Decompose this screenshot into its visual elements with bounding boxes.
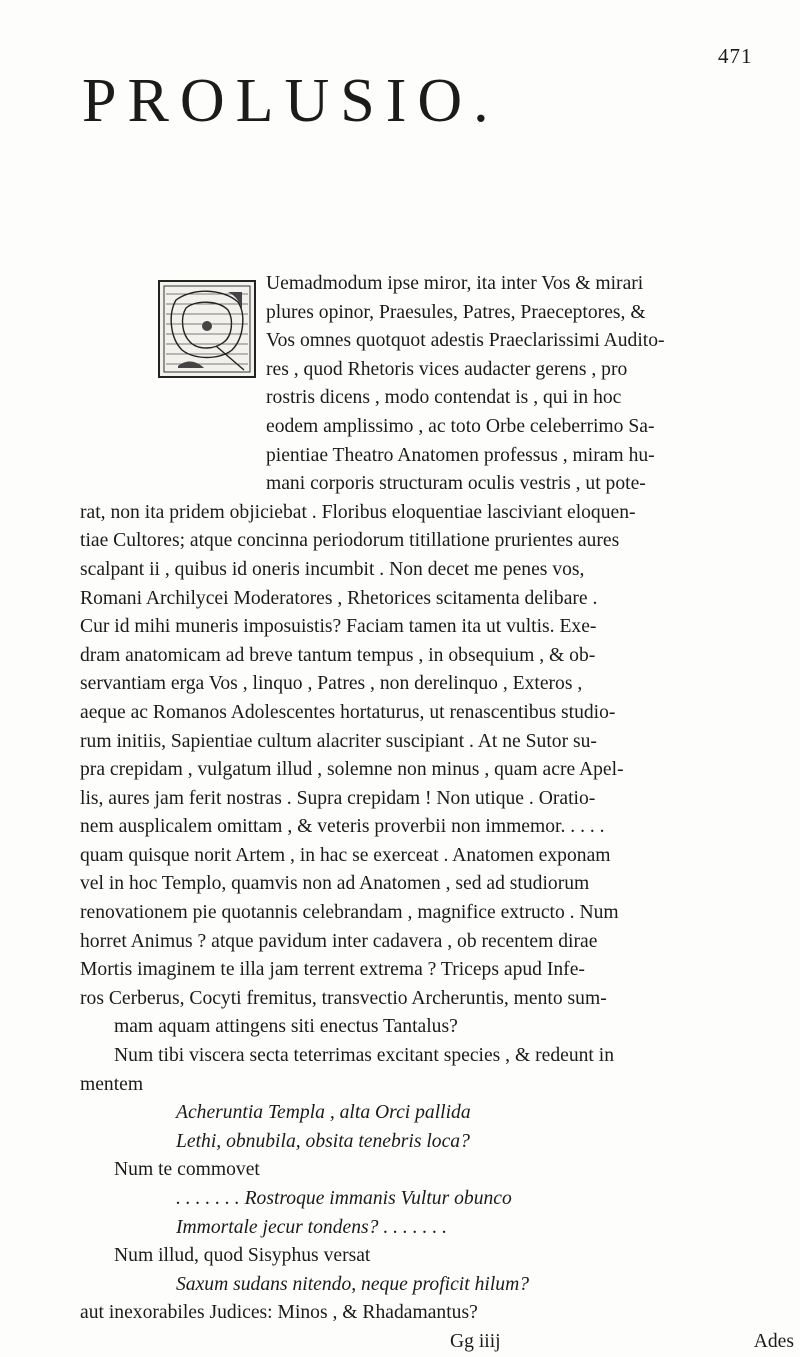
verse-line: Acheruntia Templa , alta Orci pallida — [176, 1102, 471, 1124]
verse-line: . . . . . . . Rostroque immanis Vultur obunco — [176, 1188, 512, 1209]
text-line: renovationem pie quotannis celebrandam , magnifice extructo . Num — [80, 902, 619, 924]
body-text — [80, 270, 794, 1357]
text-line: Num te commovet — [114, 1159, 260, 1181]
text-line: eodem amplissimo , ac toto Orbe celeberrimo Sa- — [266, 415, 655, 437]
page-number: 471 — [718, 44, 753, 68]
footer-line — [80, 1328, 794, 1357]
text-line: res , quod Rhetoris vices audacter gerens , pro — [266, 358, 628, 380]
text-line: aut inexorabiles Judices: Minos , & Rhadamantus? — [80, 1302, 478, 1324]
text-line: rum initiis, Sapientiae cultum alacriter suscipiant . At ne Sutor su- — [80, 730, 597, 752]
text-line: Romani Archilycei Moderatores , Rhetorices scitamenta delibare . — [80, 587, 598, 609]
text-line: rat, non ita pridem objiciebat . Floribus eloquentiae lasciviant eloquen- — [80, 501, 636, 523]
verse-line: Lethi, obnubila, obsita tenebris loca? — [176, 1130, 470, 1152]
text-line: dram anatomicam ad breve tantum tempus , in obsequium , & ob- — [80, 644, 596, 666]
text-line: Mortis imaginem te illa jam terrent extrema ? Triceps apud Infe- — [80, 959, 585, 981]
text-line: mentem — [80, 1073, 144, 1095]
text-line: pra crepidam , vulgatum illud , solemne non minus , quam acre Apel- — [80, 759, 624, 781]
text-line: vel in hoc Templo, quamvis non ad Anatomen , sed ad studiorum — [80, 873, 590, 895]
text-line: ros Cerberus, Cocyti fremitus, transvectio Archeruntis, mento sum- — [80, 987, 607, 1009]
page-heading: PROLUSIO. — [82, 67, 500, 135]
text-line: nem ausplicalem omittam , & veteris proverbii non immemor. . . . . — [80, 816, 605, 838]
text-line: horret Animus ? atque pavidum inter cadavera , ob recentem dirae — [80, 930, 598, 952]
text-line: tiae Cultores; atque concinna periodorum titillatione prurientes aures — [80, 530, 620, 552]
text-line: Cur id mihi muneris imposuistis? Faciam tamen ita ut vultis. Exe- — [80, 616, 597, 638]
text-line: plures opinor, Praesules, Patres, Praeceptores, & — [266, 301, 646, 323]
text-line: Num illud, quod Sisyphus versat — [114, 1245, 371, 1267]
text-line: pientiae Theatro Anatomen professus , miram hu- — [266, 444, 655, 466]
catchword: Ades — [753, 1330, 794, 1352]
signature-mark: Gg iiij — [450, 1330, 501, 1352]
text-line: Num tibi viscera secta teterrimas excitant species , & redeunt in — [114, 1045, 615, 1067]
verse-line: Immortale jecur tondens? . . . . . . . — [176, 1216, 448, 1238]
text-line: rostris dicens , modo contendat is , qui in hoc — [266, 387, 622, 409]
text-line: quam quisque norit Artem , in hac se exerceat . Anatomen exponam — [80, 844, 611, 866]
text-line: mani corporis structuram oculis vestris , ut pote- — [266, 473, 646, 495]
text-line: mam aquam attingens siti enectus Tantalus? — [114, 1016, 458, 1038]
text-line: lis, aures jam ferit nostras . Supra crepidam ! Non utique . Oratio- — [80, 787, 596, 809]
text-line: Uemadmodum ipse miror, ita inter Vos & mirari — [266, 273, 644, 294]
text-line: servantiam erga Vos , linquo , Patres , non derelinquo , Exteros , — [80, 673, 583, 695]
verse-line: Saxum sudans nitendo, neque proficit hilum? — [176, 1273, 530, 1295]
text-line: scalpant ii , quibus id oneris incumbit . Non decet me penes vos, — [80, 558, 585, 580]
text-line: Vos omnes quotquot adestis Praeclarissimi Audito- — [266, 330, 665, 352]
text-line: aeque ac Romanos Adolescentes hortaturus, ut renascentibus studio- — [80, 701, 616, 723]
